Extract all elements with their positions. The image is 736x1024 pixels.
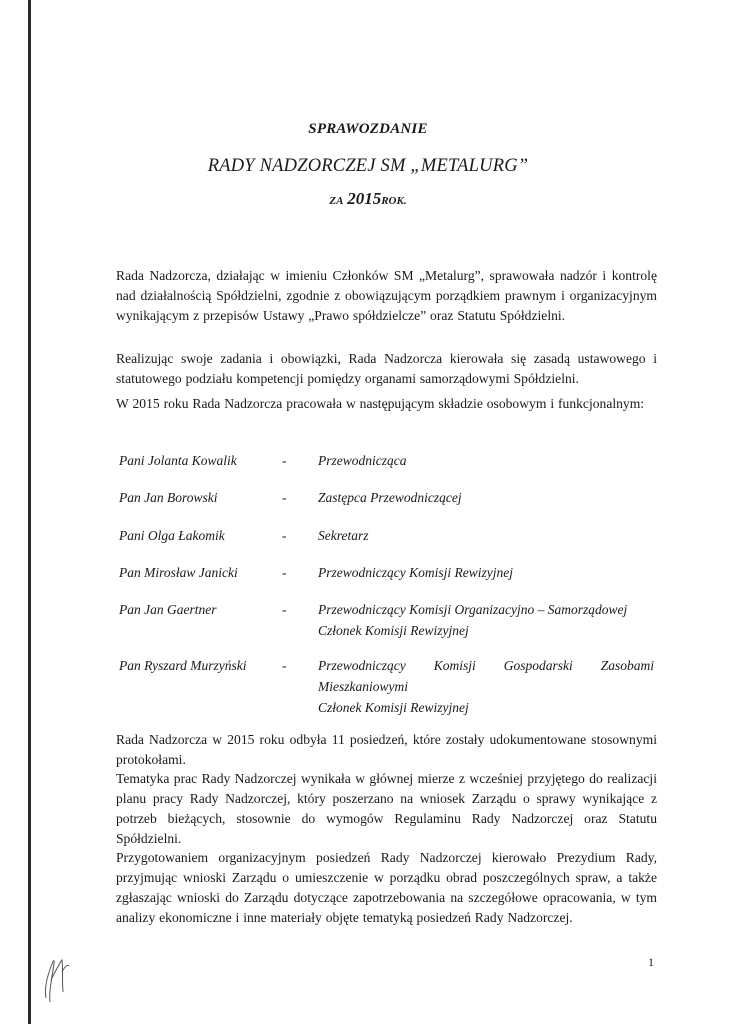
role-line: Mieszkaniowymi xyxy=(318,679,408,694)
intro-paragraph: W 2015 roku Rada Nadzorcza pracowała w następującym składzie osobowym i funkcjonalnym: xyxy=(116,396,645,411)
separator-dash: - xyxy=(282,490,287,505)
member-role xyxy=(318,525,654,546)
member-role xyxy=(318,487,654,508)
member-name: Pan Ryszard Murzyński xyxy=(119,658,247,673)
role-line: Przewodniczący Komisji Rewizyjnej xyxy=(318,565,513,580)
handwritten-signature xyxy=(38,950,72,1006)
document-title: SPRAWOZDANIE xyxy=(308,121,428,137)
separator-dash: - xyxy=(282,528,287,543)
member-name: Pan Mirosław Janicki xyxy=(119,565,238,580)
page-number: 1 xyxy=(648,955,654,969)
member-role xyxy=(318,655,654,718)
member-role xyxy=(318,450,654,471)
intro-paragraph: Realizując swoje zadania i obowiązki, Rada Nadzorcza kierowała się zasadą ustawowego i statutowego podziału kompetencji pomiędzy organami samorządowymi Spółdzielni. xyxy=(116,351,657,386)
document-year-line xyxy=(0,189,736,209)
role-line: Przewodniczący Komisji Organizacyjno – Samorządowej xyxy=(318,602,628,617)
member-name: Pani Jolanta Kowalik xyxy=(119,453,237,468)
role-line: Członek Komisji Rewizyjnej xyxy=(318,623,469,638)
role-line: Przewodnicząca xyxy=(318,453,407,468)
intro-paragraph: Rada Nadzorcza, działając w imieniu Członków SM „Metalurg”, sprawowała nadzór i kontrolę nad działalnością Spółdzielni, zgodnie z obowiązującym porządkiem prawnym i organizacyjnym wynikającym z przepisów Ustawy „Prawo spółdzielcze” oraz Statutu Spółdzielni. xyxy=(116,268,657,323)
member-role xyxy=(318,599,654,641)
member-role xyxy=(318,562,654,583)
member-name: Pani Olga Łakomik xyxy=(119,528,225,543)
role-line: Sekretarz xyxy=(318,528,369,543)
separator-dash: - xyxy=(282,658,287,673)
member-name: Pan Jan Borowski xyxy=(119,490,218,505)
role-line: Zastępca Przewodniczącej xyxy=(318,490,462,505)
year-suffix: ROK. xyxy=(381,195,407,207)
year-prefix: ZA xyxy=(329,195,344,207)
member-name: Pan Jan Gaertner xyxy=(119,602,217,617)
role-line: Członek Komisji Rewizyjnej xyxy=(318,700,469,715)
role-line: Przewodniczący Komisji Gospodarski Zasobami xyxy=(318,658,654,673)
body-paragraph: Tematyka prac Rady Nadzorczej wynikała w głównej mierze z wcześniej przyjętego do realizacji planu pracy Rady Nadzorczej, który poszerzano na wniosek Zarządu o sprawy wynikające z potrzeb bieżących, stosownie do wymogów Regulaminu Rady Nadzorczej oraz Statutu Spółdzielni. xyxy=(116,771,657,846)
report-year: 2015 xyxy=(347,189,382,208)
body-paragraph: Przygotowaniem organizacyjnym posiedzeń Rady Nadzorczej kierowało Prezydium Rady, przyjmując wnioski Zarządu o umieszczenie w porządku obrad poszczególnych spraw, a także zgłaszając wnioski do Zarządu dotyczące zapotrzebowania na szczegółowe opracowania, w tym analizy ekonomiczne i inne materiały objęte tematyką posiedzeń Rady Nadzorczej. xyxy=(116,850,657,925)
separator-dash: - xyxy=(282,602,287,617)
body-paragraph: Rada Nadzorcza w 2015 roku odbyła 11 posiedzeń, które zostały udokumentowane stosownymi protokołami. xyxy=(116,732,657,767)
scan-edge-border xyxy=(28,0,31,1024)
separator-dash: - xyxy=(282,565,287,580)
document-subtitle: RADY NADZORCZEJ SM „METALURG” xyxy=(207,156,529,176)
separator-dash: - xyxy=(282,453,287,468)
